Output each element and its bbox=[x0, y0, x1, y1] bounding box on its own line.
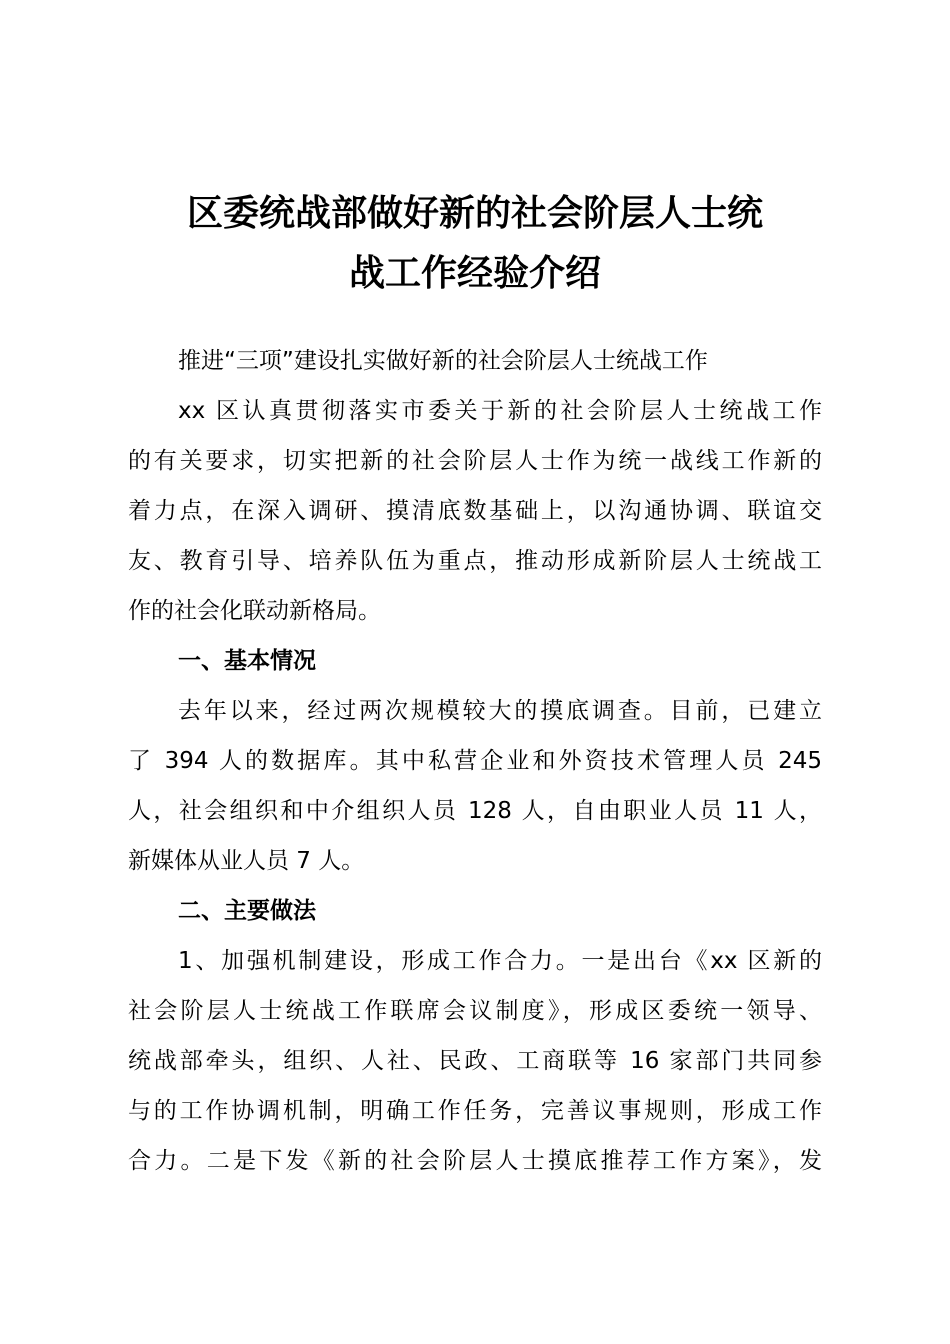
section1-line: 了 394 人的数据库。其中私营企业和外资技术管理人员 245 bbox=[128, 748, 822, 774]
section-heading-basic: 一、基本情况 bbox=[178, 648, 316, 674]
section2-line: 与的工作协调机制，明确工作任务，完善议事规则，形成工作 bbox=[128, 1098, 822, 1124]
section-heading-practices: 二、主要做法 bbox=[178, 898, 316, 924]
section2-line: 1、加强机制建设，形成工作合力。一是出台《xx 区新的 bbox=[178, 948, 822, 974]
subtitle: 推进“三项”建设扎实做好新的社会阶层人士统战工作 bbox=[178, 348, 708, 374]
section2-line: 统战部牵头，组织、人社、民政、工商联等 16 家部门共同参 bbox=[128, 1048, 822, 1074]
section1-line: 新媒体从业人员 7 人。 bbox=[128, 848, 365, 874]
intro-line: xx 区认真贯彻落实市委关于新的社会阶层人士统战工作 bbox=[178, 398, 822, 424]
page-title bbox=[128, 184, 822, 304]
intro-line: 着力点，在深入调研、摸清底数基础上，以沟通协调、联谊交 bbox=[128, 498, 822, 524]
document-body bbox=[128, 336, 822, 1186]
section2-line: 合力。二是下发《新的社会阶层人士摸底推荐工作方案》，发 bbox=[128, 1148, 822, 1174]
section1-line: 去年以来，经过两次规模较大的摸底调查。目前，已建立 bbox=[178, 698, 822, 724]
intro-line: 作的社会化联动新格局。 bbox=[128, 598, 381, 624]
title-line-2: 战工作经验介绍 bbox=[348, 253, 601, 294]
section2-line: 社会阶层人士统战工作联席会议制度》，形成区委统一领导、 bbox=[128, 998, 822, 1024]
title-line-1: 区委统战部做好新的社会阶层人士统 bbox=[186, 193, 763, 234]
intro-line: 友、教育引导、培养队伍为重点，推动形成新阶层人士统战工 bbox=[128, 548, 822, 574]
section1-line: 人，社会组织和中介组织人员 128 人，自由职业人员 11 人， bbox=[128, 798, 822, 824]
intro-line: 的有关要求，切实把新的社会阶层人士作为统一战线工作新的 bbox=[128, 448, 822, 474]
